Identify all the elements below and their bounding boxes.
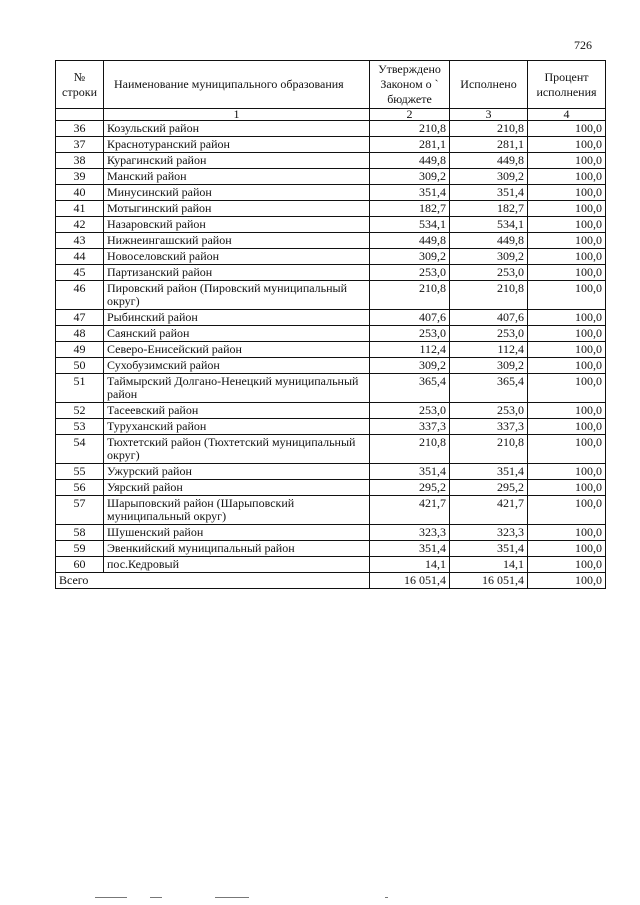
approved-cell: 210,8 — [370, 121, 450, 137]
approved-cell: 421,7 — [370, 496, 450, 525]
municipality-name-cell: Эвенкийский муниципальный район — [104, 541, 370, 557]
percent-cell: 100,0 — [528, 281, 606, 310]
approved-cell: 337,3 — [370, 419, 450, 435]
executed-cell: 112,4 — [450, 342, 528, 358]
executed-cell: 182,7 — [450, 201, 528, 217]
table-row — [56, 525, 606, 541]
executed-cell: 253,0 — [450, 403, 528, 419]
percent-cell: 100,0 — [528, 153, 606, 169]
approved-cell: 295,2 — [370, 480, 450, 496]
column-index-1: 1 — [104, 109, 370, 121]
approved-cell: 351,4 — [370, 541, 450, 557]
approved-cell: 309,2 — [370, 169, 450, 185]
percent-cell: 100,0 — [528, 358, 606, 374]
percent-cell: 100,0 — [528, 310, 606, 326]
executed-cell: 323,3 — [450, 525, 528, 541]
executed-cell: 407,6 — [450, 310, 528, 326]
row-number-cell: 48 — [56, 326, 104, 342]
row-number-cell: 60 — [56, 557, 104, 573]
executed-cell: 534,1 — [450, 217, 528, 233]
percent-cell: 100,0 — [528, 557, 606, 573]
table-row — [56, 121, 606, 137]
table-row — [56, 496, 606, 525]
municipality-name-cell: Козульский район — [104, 121, 370, 137]
executed-cell: 253,0 — [450, 326, 528, 342]
table-row — [56, 201, 606, 217]
percent-cell: 100,0 — [528, 121, 606, 137]
row-number-cell: 50 — [56, 358, 104, 374]
budget-execution-table — [55, 60, 606, 589]
table-row — [56, 419, 606, 435]
row-number-cell: 43 — [56, 233, 104, 249]
municipality-name-cell: Мотыгинский район — [104, 201, 370, 217]
approved-cell: 351,4 — [370, 464, 450, 480]
executed-cell: 421,7 — [450, 496, 528, 525]
total-percent: 100,0 — [528, 573, 606, 589]
row-number-cell: 37 — [56, 137, 104, 153]
executed-cell: 449,8 — [450, 233, 528, 249]
approved-cell: 407,6 — [370, 310, 450, 326]
percent-cell: 100,0 — [528, 185, 606, 201]
percent-cell: 100,0 — [528, 464, 606, 480]
approved-cell: 112,4 — [370, 342, 450, 358]
table-row — [56, 217, 606, 233]
municipality-name-cell: Манский район — [104, 169, 370, 185]
municipality-name-cell: пос.Кедровый — [104, 557, 370, 573]
executed-cell: 365,4 — [450, 374, 528, 403]
table-row — [56, 185, 606, 201]
total-approved: 16 051,4 — [370, 573, 450, 589]
approved-cell: 309,2 — [370, 358, 450, 374]
municipality-name-cell: Шарыповский район (Шарыповский муниципальный округ) — [104, 496, 370, 525]
approved-cell: 449,8 — [370, 233, 450, 249]
percent-cell: 100,0 — [528, 265, 606, 281]
header-executed: Исполнено — [450, 61, 528, 109]
table-row — [56, 342, 606, 358]
table-row — [56, 464, 606, 480]
percent-cell: 100,0 — [528, 525, 606, 541]
approved-cell: 210,8 — [370, 435, 450, 464]
executed-cell: 449,8 — [450, 153, 528, 169]
row-number-cell: 53 — [56, 419, 104, 435]
row-number-cell: 51 — [56, 374, 104, 403]
executed-cell: 351,4 — [450, 541, 528, 557]
approved-cell: 309,2 — [370, 249, 450, 265]
municipality-name-cell: Краснотуранский район — [104, 137, 370, 153]
row-number-cell: 38 — [56, 153, 104, 169]
column-index-3: 3 — [450, 109, 528, 121]
executed-cell: 253,0 — [450, 265, 528, 281]
table-row — [56, 265, 606, 281]
executed-cell: 295,2 — [450, 480, 528, 496]
row-number-cell: 58 — [56, 525, 104, 541]
approved-cell: 210,8 — [370, 281, 450, 310]
percent-cell: 100,0 — [528, 541, 606, 557]
table-row — [56, 169, 606, 185]
column-index-blank — [56, 109, 104, 121]
municipality-name-cell: Назаровский район — [104, 217, 370, 233]
total-label: Всего — [56, 573, 370, 589]
table-row — [56, 249, 606, 265]
table-row — [56, 326, 606, 342]
row-number-cell: 45 — [56, 265, 104, 281]
percent-cell: 100,0 — [528, 233, 606, 249]
table-body — [56, 121, 606, 573]
percent-cell: 100,0 — [528, 496, 606, 525]
municipality-name-cell: Шушенский район — [104, 525, 370, 541]
municipality-name-cell: Нижнеингашский район — [104, 233, 370, 249]
municipality-name-cell: Пировский район (Пировский муниципальный округ) — [104, 281, 370, 310]
table-header-row — [56, 61, 606, 109]
row-number-cell: 54 — [56, 435, 104, 464]
header-percent: Процент исполнения — [528, 61, 606, 109]
approved-cell: 253,0 — [370, 265, 450, 281]
row-number-cell: 40 — [56, 185, 104, 201]
executed-cell: 337,3 — [450, 419, 528, 435]
approved-cell: 253,0 — [370, 326, 450, 342]
percent-cell: 100,0 — [528, 249, 606, 265]
table-row — [56, 480, 606, 496]
percent-cell: 100,0 — [528, 374, 606, 403]
executed-cell: 309,2 — [450, 169, 528, 185]
approved-cell: 281,1 — [370, 137, 450, 153]
municipality-name-cell: Новоселовский район — [104, 249, 370, 265]
approved-cell: 534,1 — [370, 217, 450, 233]
percent-cell: 100,0 — [528, 217, 606, 233]
column-index-2: 2 — [370, 109, 450, 121]
row-number-cell: 42 — [56, 217, 104, 233]
municipality-name-cell: Уярский район — [104, 480, 370, 496]
approved-cell: 253,0 — [370, 403, 450, 419]
percent-cell: 100,0 — [528, 419, 606, 435]
column-index-row — [56, 109, 606, 121]
column-index-4: 4 — [528, 109, 606, 121]
municipality-name-cell: Курагинский район — [104, 153, 370, 169]
municipality-name-cell: Ужурский район — [104, 464, 370, 480]
percent-cell: 100,0 — [528, 326, 606, 342]
percent-cell: 100,0 — [528, 201, 606, 217]
total-executed: 16 051,4 — [450, 573, 528, 589]
row-number-cell: 41 — [56, 201, 104, 217]
executed-cell: 210,8 — [450, 121, 528, 137]
municipality-name-cell: Рыбинский район — [104, 310, 370, 326]
page-number: 726 — [574, 38, 592, 52]
table-row — [56, 281, 606, 310]
executed-cell: 14,1 — [450, 557, 528, 573]
footer-scan-marks — [95, 897, 515, 900]
table-row — [56, 435, 606, 464]
municipality-name-cell: Минусинский район — [104, 185, 370, 201]
executed-cell: 351,4 — [450, 185, 528, 201]
table-row — [56, 403, 606, 419]
percent-cell: 100,0 — [528, 403, 606, 419]
row-number-cell: 47 — [56, 310, 104, 326]
row-number-cell: 59 — [56, 541, 104, 557]
header-municipality-name: Наименование муниципального образования — [104, 61, 370, 109]
row-number-cell: 39 — [56, 169, 104, 185]
table-row — [56, 233, 606, 249]
municipality-name-cell: Партизанский район — [104, 265, 370, 281]
percent-cell: 100,0 — [528, 480, 606, 496]
executed-cell: 281,1 — [450, 137, 528, 153]
row-number-cell: 44 — [56, 249, 104, 265]
table-row — [56, 374, 606, 403]
table-row — [56, 153, 606, 169]
total-row — [56, 573, 606, 589]
row-number-cell: 56 — [56, 480, 104, 496]
executed-cell: 351,4 — [450, 464, 528, 480]
municipality-name-cell: Тюхтетский район (Тюхтетский муниципальный округ) — [104, 435, 370, 464]
approved-cell: 351,4 — [370, 185, 450, 201]
percent-cell: 100,0 — [528, 342, 606, 358]
table-row — [56, 137, 606, 153]
municipality-name-cell: Тасеевский район — [104, 403, 370, 419]
percent-cell: 100,0 — [528, 435, 606, 464]
row-number-cell: 52 — [56, 403, 104, 419]
municipality-name-cell: Северо-Енисейский район — [104, 342, 370, 358]
executed-cell: 210,8 — [450, 281, 528, 310]
approved-cell: 323,3 — [370, 525, 450, 541]
approved-cell: 449,8 — [370, 153, 450, 169]
municipality-name-cell: Туруханский район — [104, 419, 370, 435]
row-number-cell: 57 — [56, 496, 104, 525]
row-number-cell: 36 — [56, 121, 104, 137]
executed-cell: 309,2 — [450, 249, 528, 265]
municipality-name-cell: Таймырский Долгано-Ненецкий муниципальный район — [104, 374, 370, 403]
municipality-name-cell: Саянский район — [104, 326, 370, 342]
table-row — [56, 557, 606, 573]
executed-cell: 309,2 — [450, 358, 528, 374]
approved-cell: 182,7 — [370, 201, 450, 217]
percent-cell: 100,0 — [528, 137, 606, 153]
table-row — [56, 358, 606, 374]
approved-cell: 14,1 — [370, 557, 450, 573]
header-row-number: № строки — [56, 61, 104, 109]
table-row — [56, 310, 606, 326]
row-number-cell: 46 — [56, 281, 104, 310]
table-row — [56, 541, 606, 557]
executed-cell: 210,8 — [450, 435, 528, 464]
row-number-cell: 49 — [56, 342, 104, 358]
header-approved: Утверждено Законом о ` бюджете — [370, 61, 450, 109]
municipality-name-cell: Сухобузимский район — [104, 358, 370, 374]
percent-cell: 100,0 — [528, 169, 606, 185]
row-number-cell: 55 — [56, 464, 104, 480]
approved-cell: 365,4 — [370, 374, 450, 403]
